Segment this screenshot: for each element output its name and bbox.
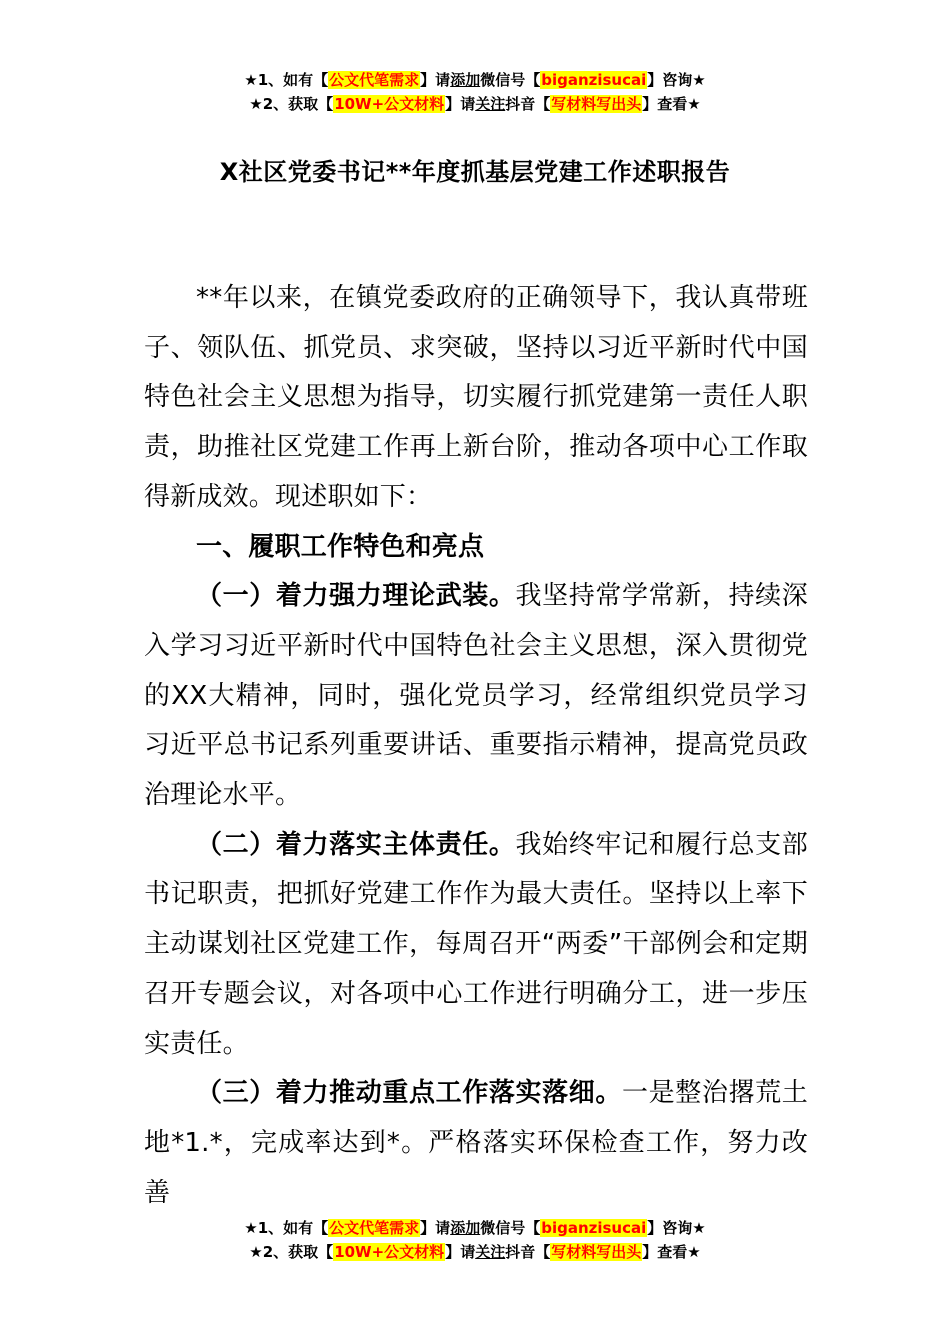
item-text-2: 我始终牢记和履行总支部书记职责，把抓好党建工作作为最大责任。坚持以上率下主动谋划社区党建工作，每周召开“两委”干部例会和定期召开专题会议，对各项中心工作进行明确分工，进一步压实责任。: [144, 829, 809, 1059]
item-paragraph-3: [144, 1069, 808, 1218]
underline-add: 添加: [450, 71, 481, 89]
banner-line-1: ★1、如有【公文代笔需求】请添加微信号【biganzisucai】咨询★: [244, 71, 706, 89]
highlight-materials: 10W+公文材料: [334, 1243, 445, 1261]
highlight-wechat-id: biganzisucai: [541, 1219, 647, 1237]
item-paragraph-1: [144, 572, 808, 821]
banner-line-2: ★2、获取【10W+公文材料】请关注抖音【写材料写出头】查看★: [249, 95, 701, 113]
item-text-3: 一是整治撂荒土地*1.*，完成率达到*。严格落实环保检查工作，努力改善: [144, 1078, 808, 1208]
document-body: [144, 274, 808, 1218]
footer-banner: [0, 1216, 950, 1264]
highlight-douyin-id: 写材料写出头: [551, 95, 642, 113]
header-banner: [0, 68, 950, 116]
underline-follow: 关注: [475, 95, 506, 113]
item-heading-2: （二）着力落实主体责任。: [196, 829, 516, 860]
highlight-douyin-id: 写材料写出头: [551, 1243, 642, 1261]
highlight-service: 公文代笔需求: [329, 1219, 420, 1237]
item-text-1: 我坚持常学常新，持续深入学习习近平新时代中国特色社会主义思想，深入贯彻党的XX大精神，同时，强化党员学习，经常组织党员学习习近平总书记系列重要讲话、重要指示精神，提高党员政治理论水平。: [144, 581, 809, 811]
star-icon: ★: [244, 1219, 258, 1237]
star-icon: ★: [249, 1243, 263, 1261]
banner-line-2: ★2、获取【10W+公文材料】请关注抖音【写材料写出头】查看★: [249, 1243, 701, 1261]
star-icon: ★: [244, 71, 258, 89]
banner-line-1: ★1、如有【公文代笔需求】请添加微信号【biganzisucai】咨询★: [244, 1219, 706, 1237]
item-heading-3: （三）着力推动重点工作落实落细。: [196, 1078, 623, 1109]
underline-add: 添加: [450, 1219, 481, 1237]
highlight-wechat-id: biganzisucai: [541, 71, 647, 89]
item-paragraph-2: [144, 821, 808, 1070]
section-heading: 一、履职工作特色和亮点: [196, 531, 485, 562]
highlight-materials: 10W+公文材料: [334, 95, 445, 113]
highlight-service: 公文代笔需求: [329, 71, 420, 89]
document-title: X社区党委书记**年度抓基层党建工作述职报告: [219, 158, 731, 186]
item-heading-1: （一）着力强力理论武装。: [196, 581, 516, 612]
underline-follow: 关注: [475, 1243, 506, 1261]
intro-paragraph: **年以来，在镇党委政府的正确领导下，我认真带班子、领队伍、抓党员、求突破，坚持以习近平新时代中国特色社会主义思想为指导，切实履行抓党建第一责任人职责，助推社区党建工作再上新台阶，推动各项中心工作取得新成效。现述职如下：: [144, 283, 808, 512]
star-icon: ★: [249, 95, 263, 113]
